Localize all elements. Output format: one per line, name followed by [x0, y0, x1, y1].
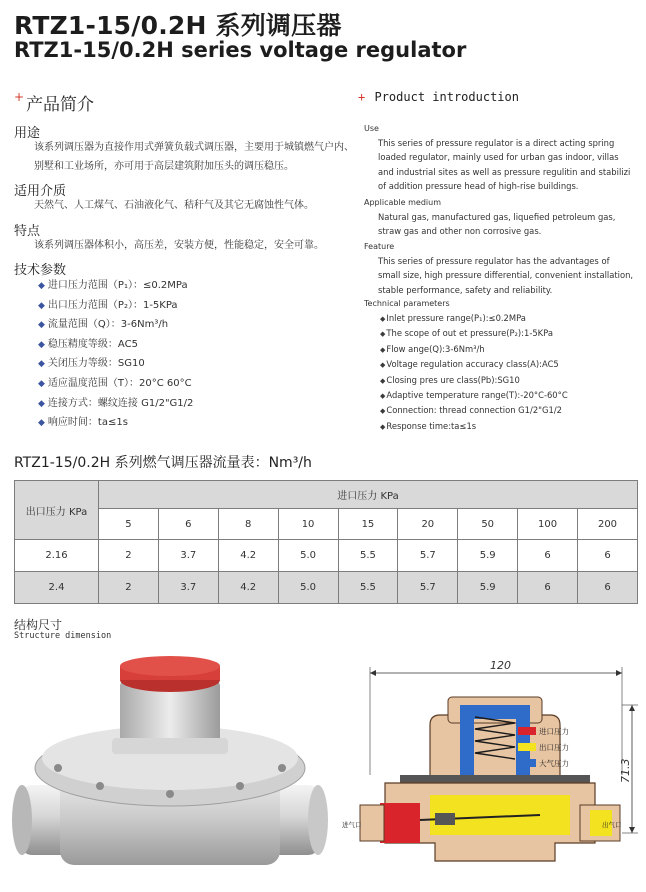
legend-label-atmosphere: 大气压力 [539, 759, 569, 768]
diamond-bullet-icon: ◆ [38, 398, 45, 409]
feature-text-cn: 该系列调压器体积小，高压差，安装方便，性能稳定，安全可靠。 [34, 240, 324, 251]
diamond-bullet-icon: ◆ [380, 376, 386, 385]
outlet-value-cell: 2.4 [15, 572, 99, 604]
diamond-bullet-icon: ◆ [38, 359, 45, 370]
spec-item-en: ◆The scope of out et pressure(P₂):1-5KPa [380, 328, 553, 339]
structure-heading-en: Structure dimension [14, 631, 112, 641]
spec-item-cn: ◆ 响应时间：ta≤1s [38, 417, 128, 429]
flow-value-cell: 5.5 [338, 572, 398, 604]
use-text-en: This series of pressure regulator is a direct acting spring loaded regulator, mainly used for urban gas indoor, villas and industrial sites as well as pressure regulitin and stabilizi of addition pressure head of high-rise buildings. [378, 138, 631, 192]
flow-value-cell: 4.2 [218, 572, 278, 604]
flow-value-cell: 5.7 [398, 572, 458, 604]
inlet-value-cell: 5 [99, 509, 159, 540]
flow-table-title: RTZ1-15/0.2H 系列燃气调压器流量表：Nm³/h [14, 455, 312, 471]
spec-item-en: ◆Closing pres ure class(Pb):SG10 [380, 374, 520, 385]
outlet-pressure-header: 出口压力 KPa [15, 481, 99, 540]
cross-section-diagram [340, 655, 640, 892]
page-title-en: RTZ1-15/0.2H series voltage regulator [14, 38, 467, 62]
plus-icon: + [14, 90, 25, 104]
legend-label-outlet: 出口压力 [539, 743, 569, 752]
page-title-cn: RTZ1-15/0.2H 系列调压器 [14, 11, 342, 40]
diamond-bullet-icon: ◆ [380, 315, 386, 323]
inlet-value-cell: 8 [218, 509, 278, 540]
spec-list-cn [38, 276, 193, 433]
spec-item-en: ◆Response time:ta≤1s [380, 420, 477, 431]
flow-value-cell: 5.7 [398, 540, 458, 572]
table-row [15, 572, 638, 604]
inlet-value-cell: 20 [398, 509, 458, 540]
spec-item-en: ◆Connection: thread connection G1/2"G1/2 [380, 405, 562, 416]
product-intro-label-en: Product introduction [374, 90, 519, 104]
spec-item-cn: ◆ 适应温度范围（T）：20°C 60°C [38, 377, 192, 389]
product-intro-heading-en [358, 90, 519, 104]
legend-swatch-outlet [518, 743, 536, 751]
flow-value-cell: 5.0 [278, 540, 338, 572]
spec-item-cn: ◆ 稳压精度等级：AC5 [38, 338, 138, 350]
legend-swatch-inlet [518, 727, 536, 735]
flow-value-cell: 5.0 [278, 572, 338, 604]
diamond-bullet-icon: ◆ [380, 391, 386, 400]
spec-item-en: ◆Adaptive temperature range(T):-20°C-60°C [380, 389, 568, 400]
spec-heading-en: Technical parameters [364, 299, 450, 308]
feature-heading-en: Feature [364, 242, 395, 251]
outlet-port-label: 出气口 [602, 821, 622, 829]
inlet-pressure-header: 进口压力 KPa [99, 481, 638, 509]
inlet-values-row [15, 509, 638, 540]
use-text-cn: 该系列调压器为直接作用式弹簧负载式调压器，主要用于城镇燃气户内、别墅和工业场所，亦可用于高层建筑附加压头的调压稳压。 [34, 142, 354, 172]
diamond-bullet-icon: ◆ [38, 300, 45, 311]
diamond-bullet-icon: ◆ [38, 378, 45, 389]
diamond-bullet-icon: ◆ [38, 418, 45, 429]
height-dimension-label: 71.3 [619, 758, 632, 783]
width-dimension-label: 120 [490, 659, 511, 672]
diamond-bullet-icon: ◆ [380, 330, 386, 339]
legend-swatch-atmosphere [518, 759, 536, 767]
use-heading-cn: 用途 [14, 126, 41, 141]
diamond-bullet-icon: ◆ [38, 339, 45, 350]
spec-item-en: ◆Flow ange(Q):3-6Nm³/h [380, 343, 485, 354]
medium-heading-cn: 适用介质 [14, 184, 67, 199]
diamond-bullet-icon: ◆ [380, 407, 386, 416]
table-row [15, 540, 638, 572]
flow-value-cell: 4.2 [218, 540, 278, 572]
inlet-value-cell: 200 [578, 509, 638, 540]
use-heading-en: Use [364, 124, 379, 133]
table-header-row [15, 481, 638, 509]
inlet-value-cell: 50 [458, 509, 518, 540]
spec-heading-cn: 技术参数 [14, 263, 67, 278]
diamond-bullet-icon: ◆ [380, 422, 386, 431]
feature-text-en: This series of pressure regulator has the advantages of small size, high pressure differential, convenient installation, stable performance, safety and reliability. [378, 256, 634, 295]
plus-icon: + [358, 90, 366, 104]
spec-item-cn: ◆ 进口压力范围（P₁）：≤0.2MPa [38, 280, 188, 291]
spec-list-en [380, 311, 568, 434]
flow-value-cell: 6 [518, 572, 578, 604]
inlet-value-cell: 6 [158, 509, 218, 540]
flow-value-cell: 5.5 [338, 540, 398, 572]
spec-item-en: ◆Inlet pressure range(P₁):≤0.2MPa [380, 313, 526, 323]
flow-value-cell: 6 [578, 540, 638, 572]
spec-item-cn: ◆ 关闭压力等级：SG10 [38, 358, 145, 370]
diamond-bullet-icon: ◆ [380, 345, 386, 354]
spec-item-cn: ◆ 连接方式：螺纹连接 G1/2"G1/2 [38, 397, 194, 409]
diamond-bullet-icon: ◆ [38, 320, 45, 331]
legend-label-inlet: 进口压力 [539, 727, 569, 736]
product-intro-heading-cn [14, 90, 94, 115]
flow-value-cell: 6 [578, 572, 638, 604]
flow-value-cell: 2 [99, 540, 159, 572]
flow-value-cell: 3.7 [158, 540, 218, 572]
flow-value-cell: 3.7 [158, 572, 218, 604]
regulator-photo [0, 650, 340, 890]
flow-table [14, 480, 638, 604]
inlet-value-cell: 15 [338, 509, 398, 540]
flow-value-cell: 5.9 [458, 572, 518, 604]
medium-text-en: Natural gas, manufactured gas, liquefied petroleum gas, straw gas and other non corrosive gas. [378, 212, 616, 237]
spec-item-cn: ◆ 流量范围（Q）：3-6Nm³/h [38, 319, 169, 331]
medium-heading-en: Applicable medium [364, 198, 442, 207]
spec-item-cn: ◆ 出口压力范围（P₂）：1-5KPa [38, 299, 178, 311]
medium-text-cn: 天然气、人工煤气、石油液化气、秸秆气及其它无腐蚀性气体。 [34, 200, 314, 211]
flow-value-cell: 5.9 [458, 540, 518, 572]
outlet-value-cell: 2.16 [15, 540, 99, 572]
flow-value-cell: 2 [99, 572, 159, 604]
product-intro-label-cn: 产品简介 [26, 95, 95, 115]
inlet-value-cell: 10 [278, 509, 338, 540]
spec-item-en: ◆Voltage regulation accuracy class(A):AC5 [380, 359, 559, 370]
inlet-port-label: 进气口 [342, 821, 362, 829]
diamond-bullet-icon: ◆ [38, 281, 45, 291]
flow-value-cell: 6 [518, 540, 578, 572]
structure-heading-cn: 结构尺寸 [14, 618, 63, 632]
inlet-value-cell: 100 [518, 509, 578, 540]
diamond-bullet-icon: ◆ [380, 361, 386, 370]
feature-heading-cn: 特点 [14, 224, 41, 239]
